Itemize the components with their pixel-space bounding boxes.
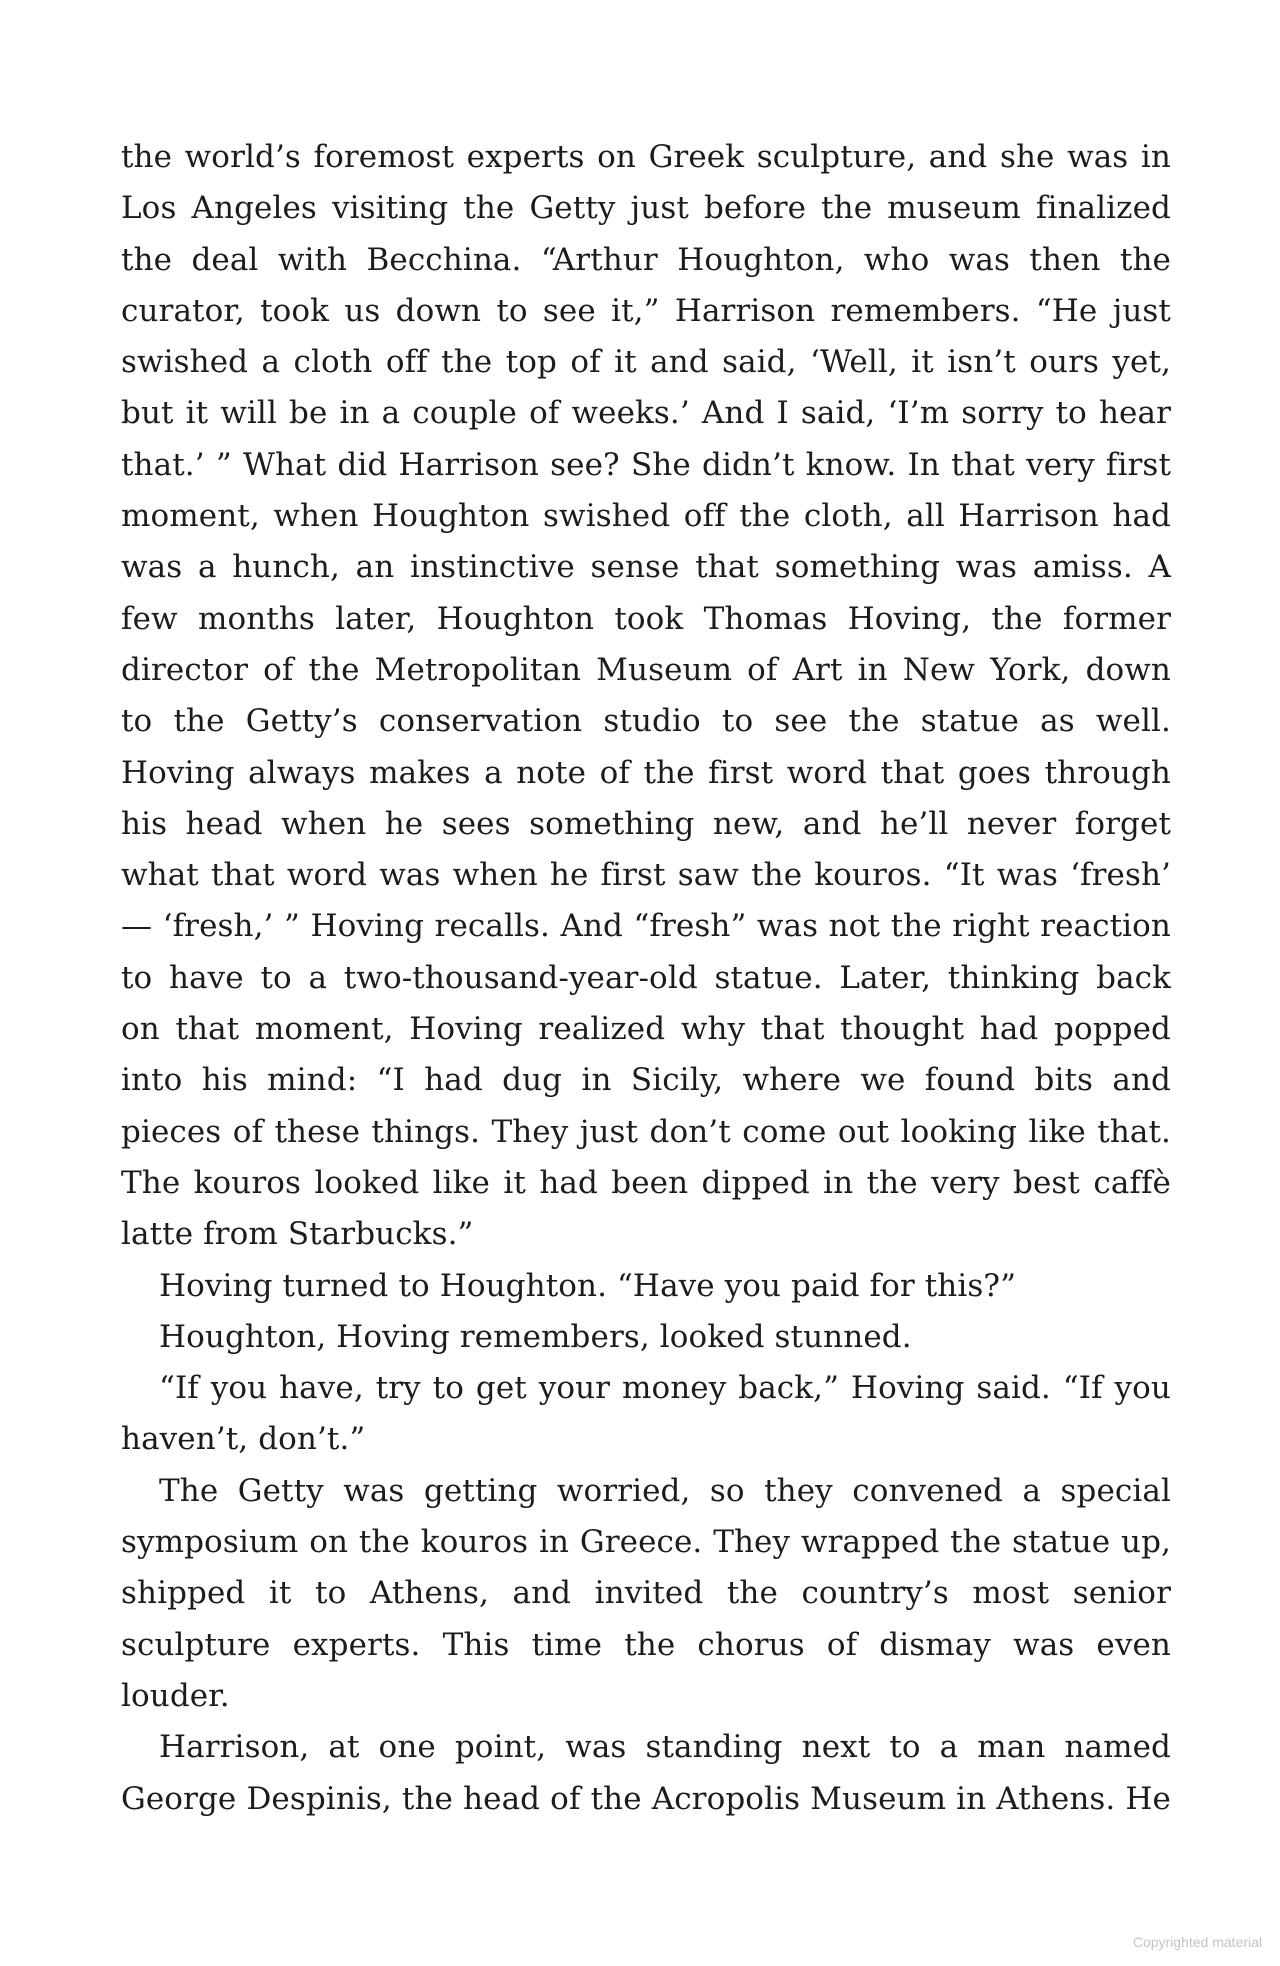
text-line: his head when he sees something new, and he’ll never forget: [121, 805, 1171, 842]
text-line: few months later, Houghton took Thomas Hoving, the former: [121, 600, 1171, 637]
text-line: to the Getty’s conservation studio to see the statue as well.: [121, 703, 1171, 740]
copyright-watermark: Copyrighted material: [1132, 1934, 1262, 1950]
text-line: The kouros looked like it had been dipped in the very best caffè: [121, 1164, 1171, 1201]
text-line: “If you have, try to get your money back,” Hoving said. “If you: [159, 1370, 1171, 1407]
text-line: The Getty was getting worried, so they convened a special: [159, 1472, 1171, 1509]
text-line: symposium on the kouros in Greece. They wrapped the statue up,: [121, 1524, 1171, 1561]
text-line: Hoving always makes a note of the first word that goes through: [121, 754, 1171, 791]
text-line: director of the Metropolitan Museum of Art in New York, down: [121, 651, 1171, 688]
text-line: what that word was when he first saw the kouros. “It was ‘fresh’: [121, 857, 1171, 894]
text-line: louder.: [121, 1677, 230, 1714]
text-line: latte from Starbucks.”: [121, 1216, 474, 1253]
text-line: but it will be in a couple of weeks.’ And I said, ‘I’m sorry to hear: [121, 395, 1171, 432]
text-line: Hoving turned to Houghton. “Have you paid for this?”: [159, 1267, 1017, 1304]
text-line: to have to a two-thousand-year-old statue. Later, thinking back: [121, 959, 1171, 996]
text-line: pieces of these things. They just don’t come out looking like that.: [121, 1113, 1171, 1150]
text-line: into his mind: “I had dug in Sicily, where we found bits and: [121, 1062, 1171, 1099]
text-line: that.’ ” What did Harrison see? She didn’t know. In that very first: [121, 446, 1171, 483]
text-line: haven’t, don’t.”: [121, 1421, 366, 1458]
text-line: curator, took us down to see it,” Harrison remembers. “He just: [121, 292, 1171, 329]
text-line: — ‘fresh,’ ” Hoving recalls. And “fresh” was not the right reaction: [121, 908, 1171, 945]
text-line: the deal with Becchina. “Arthur Houghton, who was then the: [121, 241, 1171, 278]
text-line: Harrison, at one point, was standing next to a man named: [159, 1729, 1171, 1766]
text-line: shipped it to Athens, and invited the country’s most senior: [121, 1575, 1171, 1612]
text-line: Los Angeles visiting the Getty just before the museum finalized: [121, 190, 1171, 227]
text-line: George Despinis, the head of the Acropolis Museum in Athens. He: [121, 1780, 1171, 1817]
text-line: the world’s foremost experts on Greek sculpture, and she was in: [121, 139, 1171, 175]
text-line: was a hunch, an instinctive sense that something was amiss. A: [121, 549, 1171, 586]
text-line: on that moment, Hoving realized why that thought had popped: [121, 1011, 1171, 1048]
body-text: [121, 132, 1171, 1825]
text-line: Houghton, Hoving remembers, looked stunned.: [159, 1318, 912, 1355]
text-line: swished a cloth off the top of it and said, ‘Well, it isn’t ours yet,: [121, 344, 1171, 381]
text-line: moment, when Houghton swished off the cloth, all Harrison had: [121, 498, 1171, 535]
text-line: sculpture experts. This time the chorus of dismay was even: [121, 1626, 1171, 1663]
